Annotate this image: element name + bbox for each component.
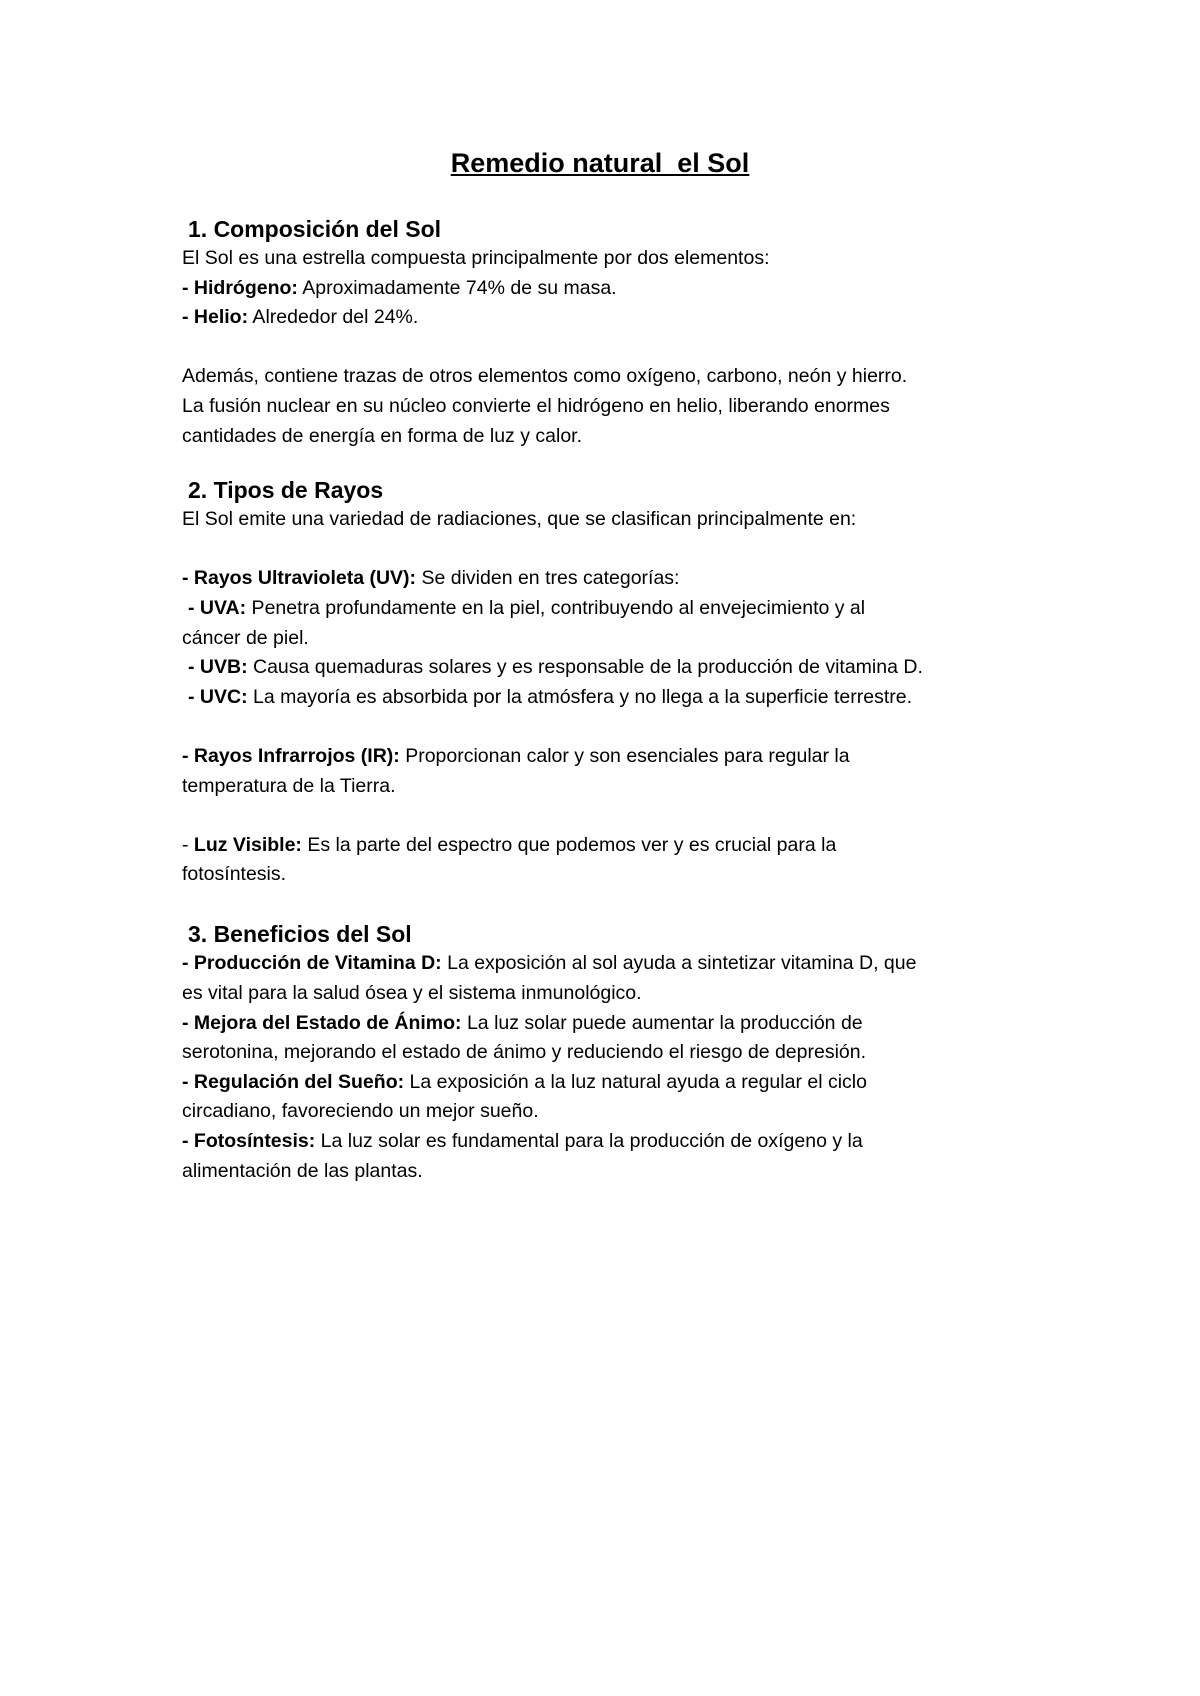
item-label: - Fotosíntesis: <box>182 1130 316 1153</box>
item-text: Alrededor del 24%. <box>248 306 419 329</box>
list-item-continuation: circadiano, favoreciendo un mejor sueño. <box>182 1100 539 1123</box>
list-item <box>182 949 1062 979</box>
list-item-continuation: serotonina, mejorando el estado de ánimo y reduciendo el riesgo de depresión. <box>182 1041 867 1064</box>
item-text: Es la parte del espectro que podemos ver y es crucial para la <box>301 833 837 856</box>
item-text: Aproximadamente 74% de su masa. <box>297 276 617 299</box>
item-label: Luz Visible: <box>193 833 302 856</box>
section-heading-benefits: 3. Beneficios del Sol <box>188 921 412 948</box>
item-label: - Rayos Ultravioleta (UV): <box>182 567 417 590</box>
list-item <box>182 274 1062 304</box>
item-text: Causa quemaduras solares y es responsable de la producción de vitamina D. <box>247 656 923 679</box>
section-heading-ray-types: 2. Tipos de Rayos <box>188 477 384 504</box>
paragraph-line: cantidades de energía en forma de luz y calor. <box>182 424 582 447</box>
item-dash: - <box>182 833 194 856</box>
list-item <box>182 742 1062 772</box>
item-text: La exposición al sol ayuda a sintetizar vitamina D, que <box>441 952 917 975</box>
item-label: - Producción de Vitamina D: <box>182 952 442 975</box>
list-item <box>182 1009 1062 1039</box>
list-item <box>182 683 1062 713</box>
paragraph-line: Además, contiene trazas de otros elementos como oxígeno, carbono, neón y hierro. <box>182 365 908 388</box>
item-text: La luz solar puede aumentar la producción de <box>461 1011 863 1034</box>
list-item <box>182 831 1062 861</box>
list-item-continuation: temperatura de la Tierra. <box>182 774 396 797</box>
item-text: La luz solar es fundamental para la producción de oxígeno y la <box>315 1130 863 1153</box>
list-item-continuation: fotosíntesis. <box>182 863 287 886</box>
item-text: La exposición a la luz natural ayuda a regular el ciclo <box>404 1070 867 1093</box>
paragraph-line: La fusión nuclear en su núcleo convierte el hidrógeno en helio, liberando enormes <box>182 394 890 417</box>
section-intro: El Sol es una estrella compuesta principalmente por dos elementos: <box>182 247 770 269</box>
list-item <box>182 594 1062 624</box>
item-label: - Rayos Infrarrojos (IR): <box>182 744 400 767</box>
list-item-continuation: es vital para la salud ósea y el sistema inmunológico. <box>182 982 642 1005</box>
list-item <box>182 564 1062 594</box>
item-label: - Regulación del Sueño: <box>182 1070 405 1093</box>
item-label: - UVB: <box>188 656 248 679</box>
list-item <box>182 1127 1062 1157</box>
item-label: - Mejora del Estado de Ánimo: <box>182 1011 462 1034</box>
item-text: Proporcionan calor y son esenciales para regular la <box>399 744 850 767</box>
list-item <box>182 1068 1062 1098</box>
item-text: La mayoría es absorbida por la atmósfera y no llega a la superficie terrestre. <box>247 685 912 708</box>
list-item-continuation: alimentación de las plantas. <box>182 1159 423 1182</box>
document-title: Remedio natural el Sol <box>450 148 750 178</box>
section-heading-composition: 1. Composición del Sol <box>188 216 442 242</box>
list-item <box>182 303 1062 333</box>
item-label: - UVA: <box>188 596 247 619</box>
list-item-continuation: cáncer de piel. <box>182 626 309 649</box>
section-intro: El Sol emite una variedad de radiaciones, que se clasifican principalmente en: <box>182 508 857 531</box>
item-label: - Hidrógeno: <box>182 276 298 299</box>
document-body <box>182 214 1062 1186</box>
item-text: Penetra profundamente en la piel, contribuyendo al envejecimiento y al <box>246 596 866 619</box>
item-label: - UVC: <box>188 685 248 708</box>
item-text: Se dividen en tres categorías: <box>416 567 680 590</box>
list-item <box>182 653 1062 683</box>
item-label: - Helio: <box>182 306 249 329</box>
